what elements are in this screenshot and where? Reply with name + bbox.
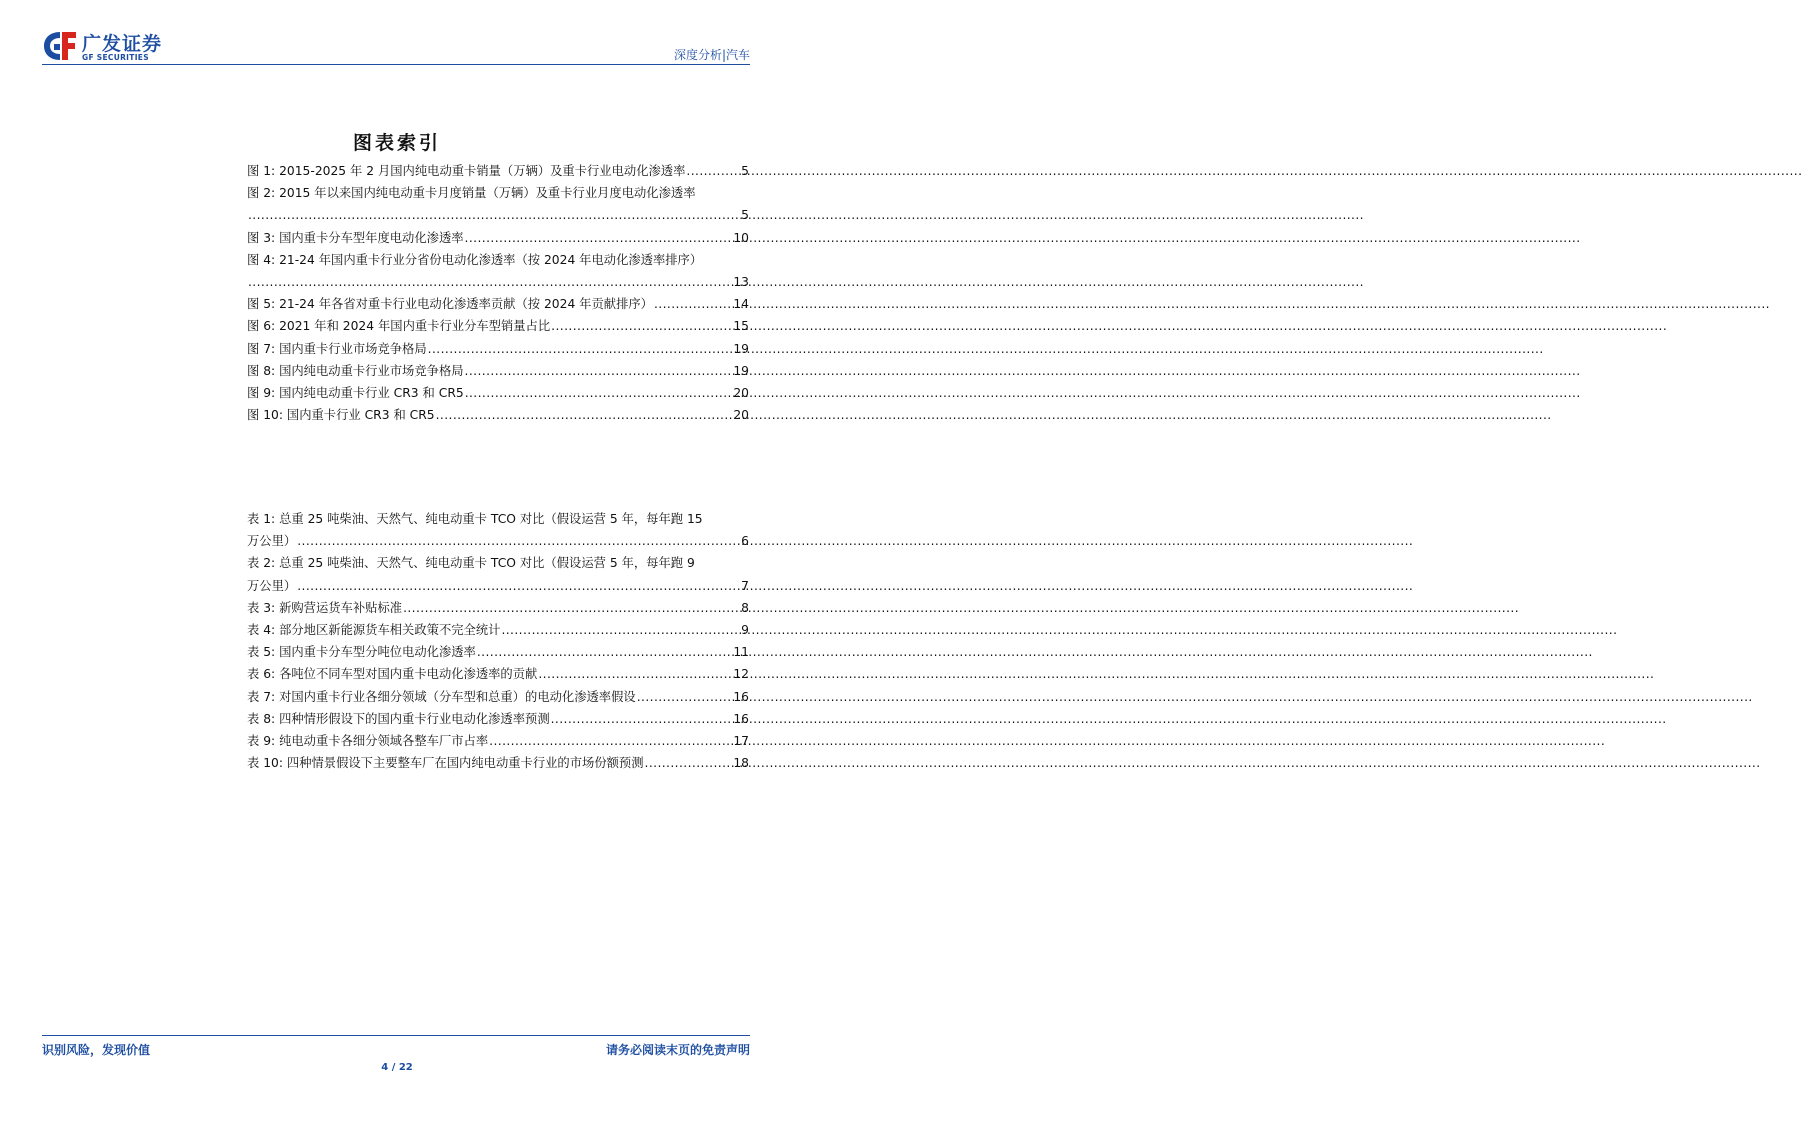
figure-index-entry[interactable] (247, 228, 749, 248)
table-index-entry[interactable] (247, 598, 749, 618)
dot-leader (489, 731, 732, 751)
figure-index-entry-title: 图 6: 2021 年和 2024 年国内重卡行业分车型销量占比 (247, 319, 551, 334)
header-divider (42, 64, 750, 65)
figure-index-entry[interactable] (247, 183, 749, 203)
figure-index-entry[interactable] (247, 161, 749, 181)
section-label: 深度分析|汽车 (673, 48, 750, 62)
figure-index-entry-page: 13 (733, 275, 749, 289)
table-index-entry-page: 16 (733, 689, 749, 704)
table-index-entry[interactable] (247, 531, 749, 551)
table-index-entry-title: 表 10: 四种情景假设下主要整车厂在国内纯电动重卡行业的市场份额预测 (247, 756, 644, 771)
logo-english-text: GF SECURITIES (82, 53, 149, 62)
table-index-entry-page: 6 (741, 534, 749, 549)
dot-leader (551, 316, 732, 336)
dot-leader (248, 205, 740, 225)
page-number: 4 / 22 (381, 1062, 413, 1073)
dot-leader (477, 642, 733, 662)
figure-index-entry-title: 图 8: 国内纯电动重卡行业市场竞争格局 (247, 363, 464, 378)
table-index-entry-page: 17 (733, 734, 749, 748)
figure-index-entry[interactable] (247, 272, 749, 292)
table-index-entry-title: 表 2: 总重 25 吨柴油、天然气、纯电动重卡 TCO 对比（假设运营 5 年，每年跑 9 (247, 556, 695, 571)
figure-index-entry-title: 图 2: 2015 年以来国内纯电动重卡月度销量（万辆）及重卡行业月度电动化渗透率 (247, 186, 696, 201)
figure-index-entry[interactable] (247, 316, 749, 336)
figure-index-entry[interactable] (247, 294, 749, 314)
figure-index-entry-page: 20 (733, 408, 749, 423)
figure-index-entry-page: 19 (733, 363, 749, 378)
page-title: 图表索引 (352, 132, 441, 154)
figure-index-entry-title: 图 1: 2015-2025 年 2 月国内纯电动重卡销量（万辆）及重卡行业电动化渗透率 (247, 164, 686, 178)
dot-leader (297, 576, 740, 596)
dot-leader (465, 228, 733, 248)
dot-leader (465, 361, 733, 381)
page-header (42, 26, 750, 66)
figure-index-entry[interactable] (247, 205, 749, 225)
table-index-entry[interactable] (247, 553, 749, 573)
table-index-entry-title: 表 1: 总重 25 吨柴油、天然气、纯电动重卡 TCO 对比（假设运营 5 年，每年跑 15 (247, 512, 703, 526)
figure-index-entry-title: 图 3: 国内重卡分车型年度电动化渗透率 (247, 230, 464, 245)
table-index-entry[interactable] (247, 687, 749, 707)
table-index-entry-title: 万公里） (247, 578, 297, 593)
table-index-entry-page: 9 (741, 623, 749, 637)
dot-leader (501, 620, 740, 640)
table-index-entry-page: 11 (733, 645, 749, 660)
table-index-entry[interactable] (247, 509, 749, 529)
dot-leader (654, 294, 732, 314)
figure-index-entry-title: 图 7: 国内重卡行业市场竞争格局 (247, 341, 427, 356)
dot-leader (428, 339, 733, 359)
table-index-entry[interactable] (247, 576, 749, 596)
gf-logo-icon (42, 30, 78, 62)
dot-leader (637, 687, 733, 707)
table-index-entry-page: 8 (741, 600, 749, 615)
figure-index-entry[interactable] (247, 383, 749, 403)
footer-slogan: 识别风险，发现价值 (42, 1043, 151, 1057)
table-index-entry[interactable] (247, 731, 749, 751)
figure-index-entry-page: 20 (733, 386, 749, 400)
figure-index-entry-title: 图 5: 21-24 年各省对重卡行业电动化渗透率贡献（按 2024 年贡献排序） (247, 297, 653, 312)
table-index-entry[interactable] (247, 620, 749, 640)
table-index-entry-title: 表 9: 纯电动重卡各细分领域各整车厂市占率 (247, 734, 489, 748)
gf-logo (42, 26, 172, 66)
dot-leader (403, 598, 740, 618)
figure-index-entry-page: 15 (733, 319, 749, 334)
figure-index-entry-page: 5 (741, 164, 749, 178)
figure-index-entry-page: 10 (733, 230, 749, 245)
table-index-entry-page: 12 (733, 667, 749, 682)
table-index-entry-title: 表 5: 国内重卡分车型分吨位电动化渗透率 (247, 645, 476, 660)
dot-leader (436, 405, 733, 425)
figure-index-entry-page: 5 (741, 208, 749, 223)
dot-leader (297, 531, 740, 551)
figure-index-entry-page: 19 (733, 341, 749, 356)
table-index-entry[interactable] (247, 642, 749, 662)
figure-index-entry[interactable] (247, 405, 749, 425)
table-index-entry-page: 7 (741, 578, 749, 593)
dot-leader (551, 709, 733, 729)
figure-index-entry[interactable] (247, 361, 749, 381)
figure-index-entry-title: 图 9: 国内纯电动重卡行业 CR3 和 CR5 (247, 386, 464, 400)
figure-index-entry-title: 图 10: 国内重卡行业 CR3 和 CR5 (247, 408, 435, 423)
table-index-entry[interactable] (247, 753, 749, 773)
table-index-entry-page: 16 (733, 711, 749, 726)
logo-chinese-text: 广发证券 (82, 33, 163, 55)
footer-disclaimer: 请务必阅读末页的免责声明 (605, 1043, 750, 1057)
figure-index-entry-title: 图 4: 21-24 年国内重卡行业分省份电动化渗透率（按 2024 年电动化渗透率排序） (247, 252, 703, 267)
dot-leader (465, 383, 733, 403)
footer-divider (42, 1035, 750, 1036)
table-index-entry-title: 万公里） (247, 534, 297, 549)
table-index-entry[interactable] (247, 709, 749, 729)
figure-index-entry-page: 14 (733, 297, 749, 312)
table-index-entry-title: 表 4: 部分地区新能源货车相关政策不完全统计 (247, 623, 501, 637)
table-index-entry[interactable] (247, 664, 749, 684)
dot-leader (686, 161, 740, 181)
table-index-entry-title: 表 8: 四种情形假设下的国内重卡行业电动化渗透率预测 (247, 711, 550, 726)
table-index-entry-title: 表 3: 新购营运货车补贴标准 (247, 600, 403, 615)
dot-leader (248, 272, 732, 292)
table-index-entry-title: 表 7: 对国内重卡行业各细分领域（分车型和总重）的电动化渗透率假设 (247, 689, 636, 704)
table-index-entry-page: 18 (733, 756, 749, 771)
figure-index-entry[interactable] (247, 250, 749, 270)
dot-leader (538, 664, 732, 684)
table-index-entry-title: 表 6: 各吨位不同车型对国内重卡电动化渗透率的贡献 (247, 667, 538, 682)
dot-leader (645, 753, 733, 773)
figure-index-entry[interactable] (247, 339, 749, 359)
